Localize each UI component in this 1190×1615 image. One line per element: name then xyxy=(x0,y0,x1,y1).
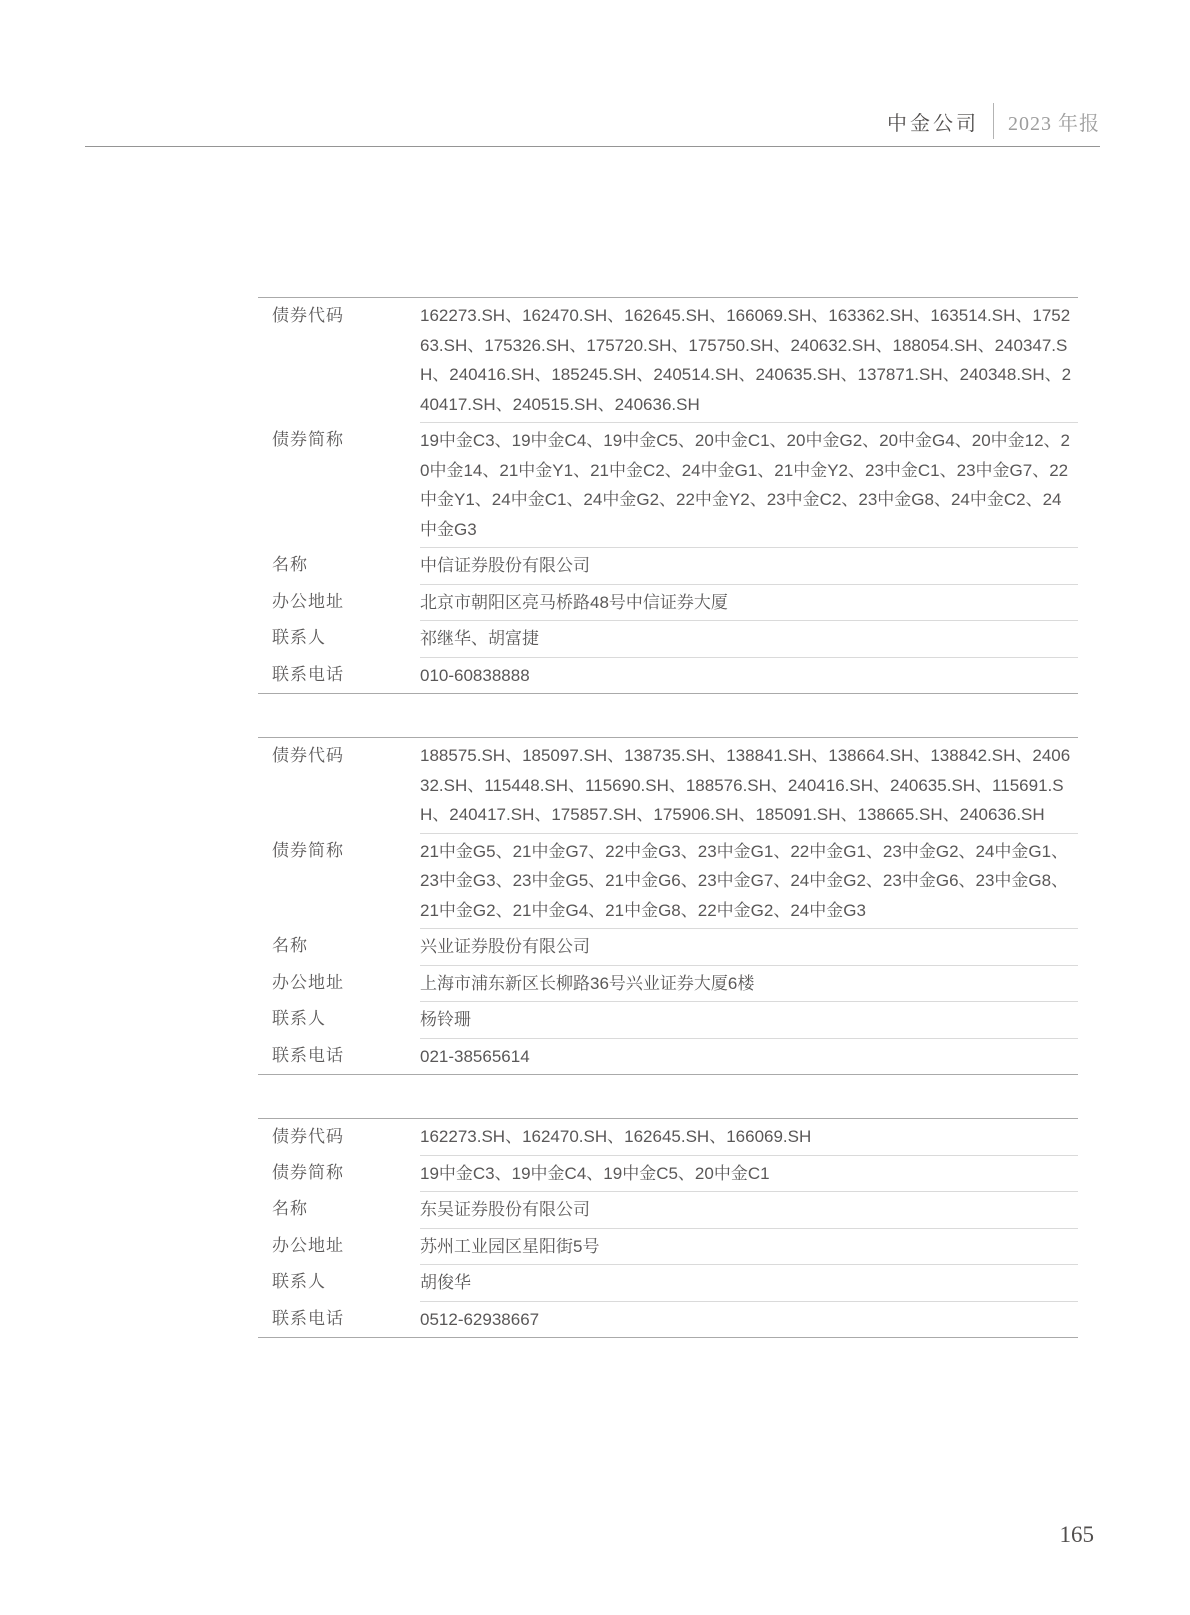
table-row xyxy=(258,1264,1078,1301)
table-row xyxy=(258,547,1078,584)
row-label: 办公地址 xyxy=(272,591,344,611)
report-edition: 2023 年报 xyxy=(1008,112,1100,135)
table-row xyxy=(258,1191,1078,1228)
row-label: 办公地址 xyxy=(272,1235,344,1255)
company-name: 中金公司 xyxy=(887,112,979,135)
row-label: 联系电话 xyxy=(272,664,344,684)
row-label: 债券简称 xyxy=(272,1162,344,1182)
row-value: 上海市浦东新区长柳路36号兴业证券大厦6楼 xyxy=(420,965,1078,1002)
row-value: 162273.SH、162470.SH、162645.SH、166069.SH xyxy=(420,1127,812,1146)
table-row xyxy=(258,1301,1078,1338)
table-row xyxy=(258,1155,1078,1192)
row-label: 办公地址 xyxy=(272,972,344,992)
row-label: 债券代码 xyxy=(272,1127,344,1146)
row-label: 债券代码 xyxy=(272,746,344,765)
table-row xyxy=(258,657,1078,694)
table-row xyxy=(258,1038,1078,1075)
header-rule xyxy=(85,146,1100,147)
row-value: 苏州工业园区星阳街5号 xyxy=(420,1228,1078,1265)
table-row xyxy=(258,928,1078,965)
row-label: 债券简称 xyxy=(272,430,344,449)
row-value: 杨铃珊 xyxy=(420,1001,1078,1038)
table-row xyxy=(258,1228,1078,1265)
row-value: 19中金C3、19中金C4、19中金C5、20中金C1、20中金G2、20中金G4、20中金12、20中金14、21中金Y1、21中金C2、24中金G1、21中金Y2、23中金C1、23中金G7、22中金Y1、24中金C1、24中金G2、22中金Y2、23中金C2、23中金G8、24中金C2、24中金G3 xyxy=(420,422,1078,547)
table-row xyxy=(258,422,1078,547)
table-row xyxy=(258,298,1078,422)
row-label: 联系人 xyxy=(272,1272,326,1291)
table-row xyxy=(258,833,1078,929)
row-value: 兴业证券股份有限公司 xyxy=(420,928,1078,965)
row-label: 联系电话 xyxy=(272,1045,344,1065)
row-value: 0512-62938667 xyxy=(420,1301,1078,1338)
row-label: 债券代码 xyxy=(272,306,344,325)
page-header xyxy=(887,103,1100,139)
row-label: 名称 xyxy=(272,936,308,955)
bond-table xyxy=(258,297,1078,694)
row-label: 债券简称 xyxy=(272,840,344,860)
row-value: 胡俊华 xyxy=(420,1264,1078,1301)
row-value: 021-38565614 xyxy=(420,1038,1078,1075)
row-value: 祁继华、胡富捷 xyxy=(420,620,1078,657)
table-row xyxy=(258,965,1078,1002)
page-number: 165 xyxy=(1059,1522,1094,1547)
row-value: 162273.SH、162470.SH、162645.SH、166069.SH、163362.SH、163514.SH、175263.SH、175326.SH、175720.SH、175750.SH、240632.SH、188054.SH、240347.SH、240416.SH、185245.SH、240514.SH、240635.SH、137871.SH、240348.SH、240417.SH、240515.SH、240636.SH xyxy=(420,306,1072,414)
row-label: 联系电话 xyxy=(272,1308,344,1328)
row-label: 名称 xyxy=(272,1199,308,1218)
row-value: 中信证券股份有限公司 xyxy=(420,547,1078,584)
row-value: 19中金C3、19中金C4、19中金C5、20中金C1 xyxy=(420,1155,1078,1192)
bond-tables-area xyxy=(258,297,1078,1338)
row-label: 联系人 xyxy=(272,1009,326,1028)
row-value: 21中金G5、21中金G7、22中金G3、23中金G1、22中金G1、23中金G2、24中金G1、23中金G3、23中金G5、21中金G6、23中金G7、24中金G2、23中金G6、23中金G8、21中金G2、21中金G4、21中金G8、22中金G2、24中金G3 xyxy=(420,833,1078,929)
table-row xyxy=(258,1001,1078,1038)
row-value: 010-60838888 xyxy=(420,657,1078,694)
row-label: 名称 xyxy=(272,555,308,574)
header-divider xyxy=(993,103,994,139)
table-row xyxy=(258,584,1078,621)
bond-table xyxy=(258,737,1078,1075)
row-value: 188575.SH、185097.SH、138735.SH、138841.SH、138664.SH、138842.SH、240632.SH、115448.SH、115690.SH、188576.SH、240416.SH、240635.SH、115691.SH、240417.SH、175857.SH、175906.SH、185091.SH、138665.SH、240636.SH xyxy=(420,746,1071,824)
row-label: 联系人 xyxy=(272,628,326,647)
bond-table xyxy=(258,1118,1078,1338)
table-row xyxy=(258,620,1078,657)
table-row xyxy=(258,1119,1078,1155)
row-value: 东吴证券股份有限公司 xyxy=(420,1191,1078,1228)
table-row xyxy=(258,738,1078,833)
row-value: 北京市朝阳区亮马桥路48号中信证券大厦 xyxy=(420,584,1078,621)
